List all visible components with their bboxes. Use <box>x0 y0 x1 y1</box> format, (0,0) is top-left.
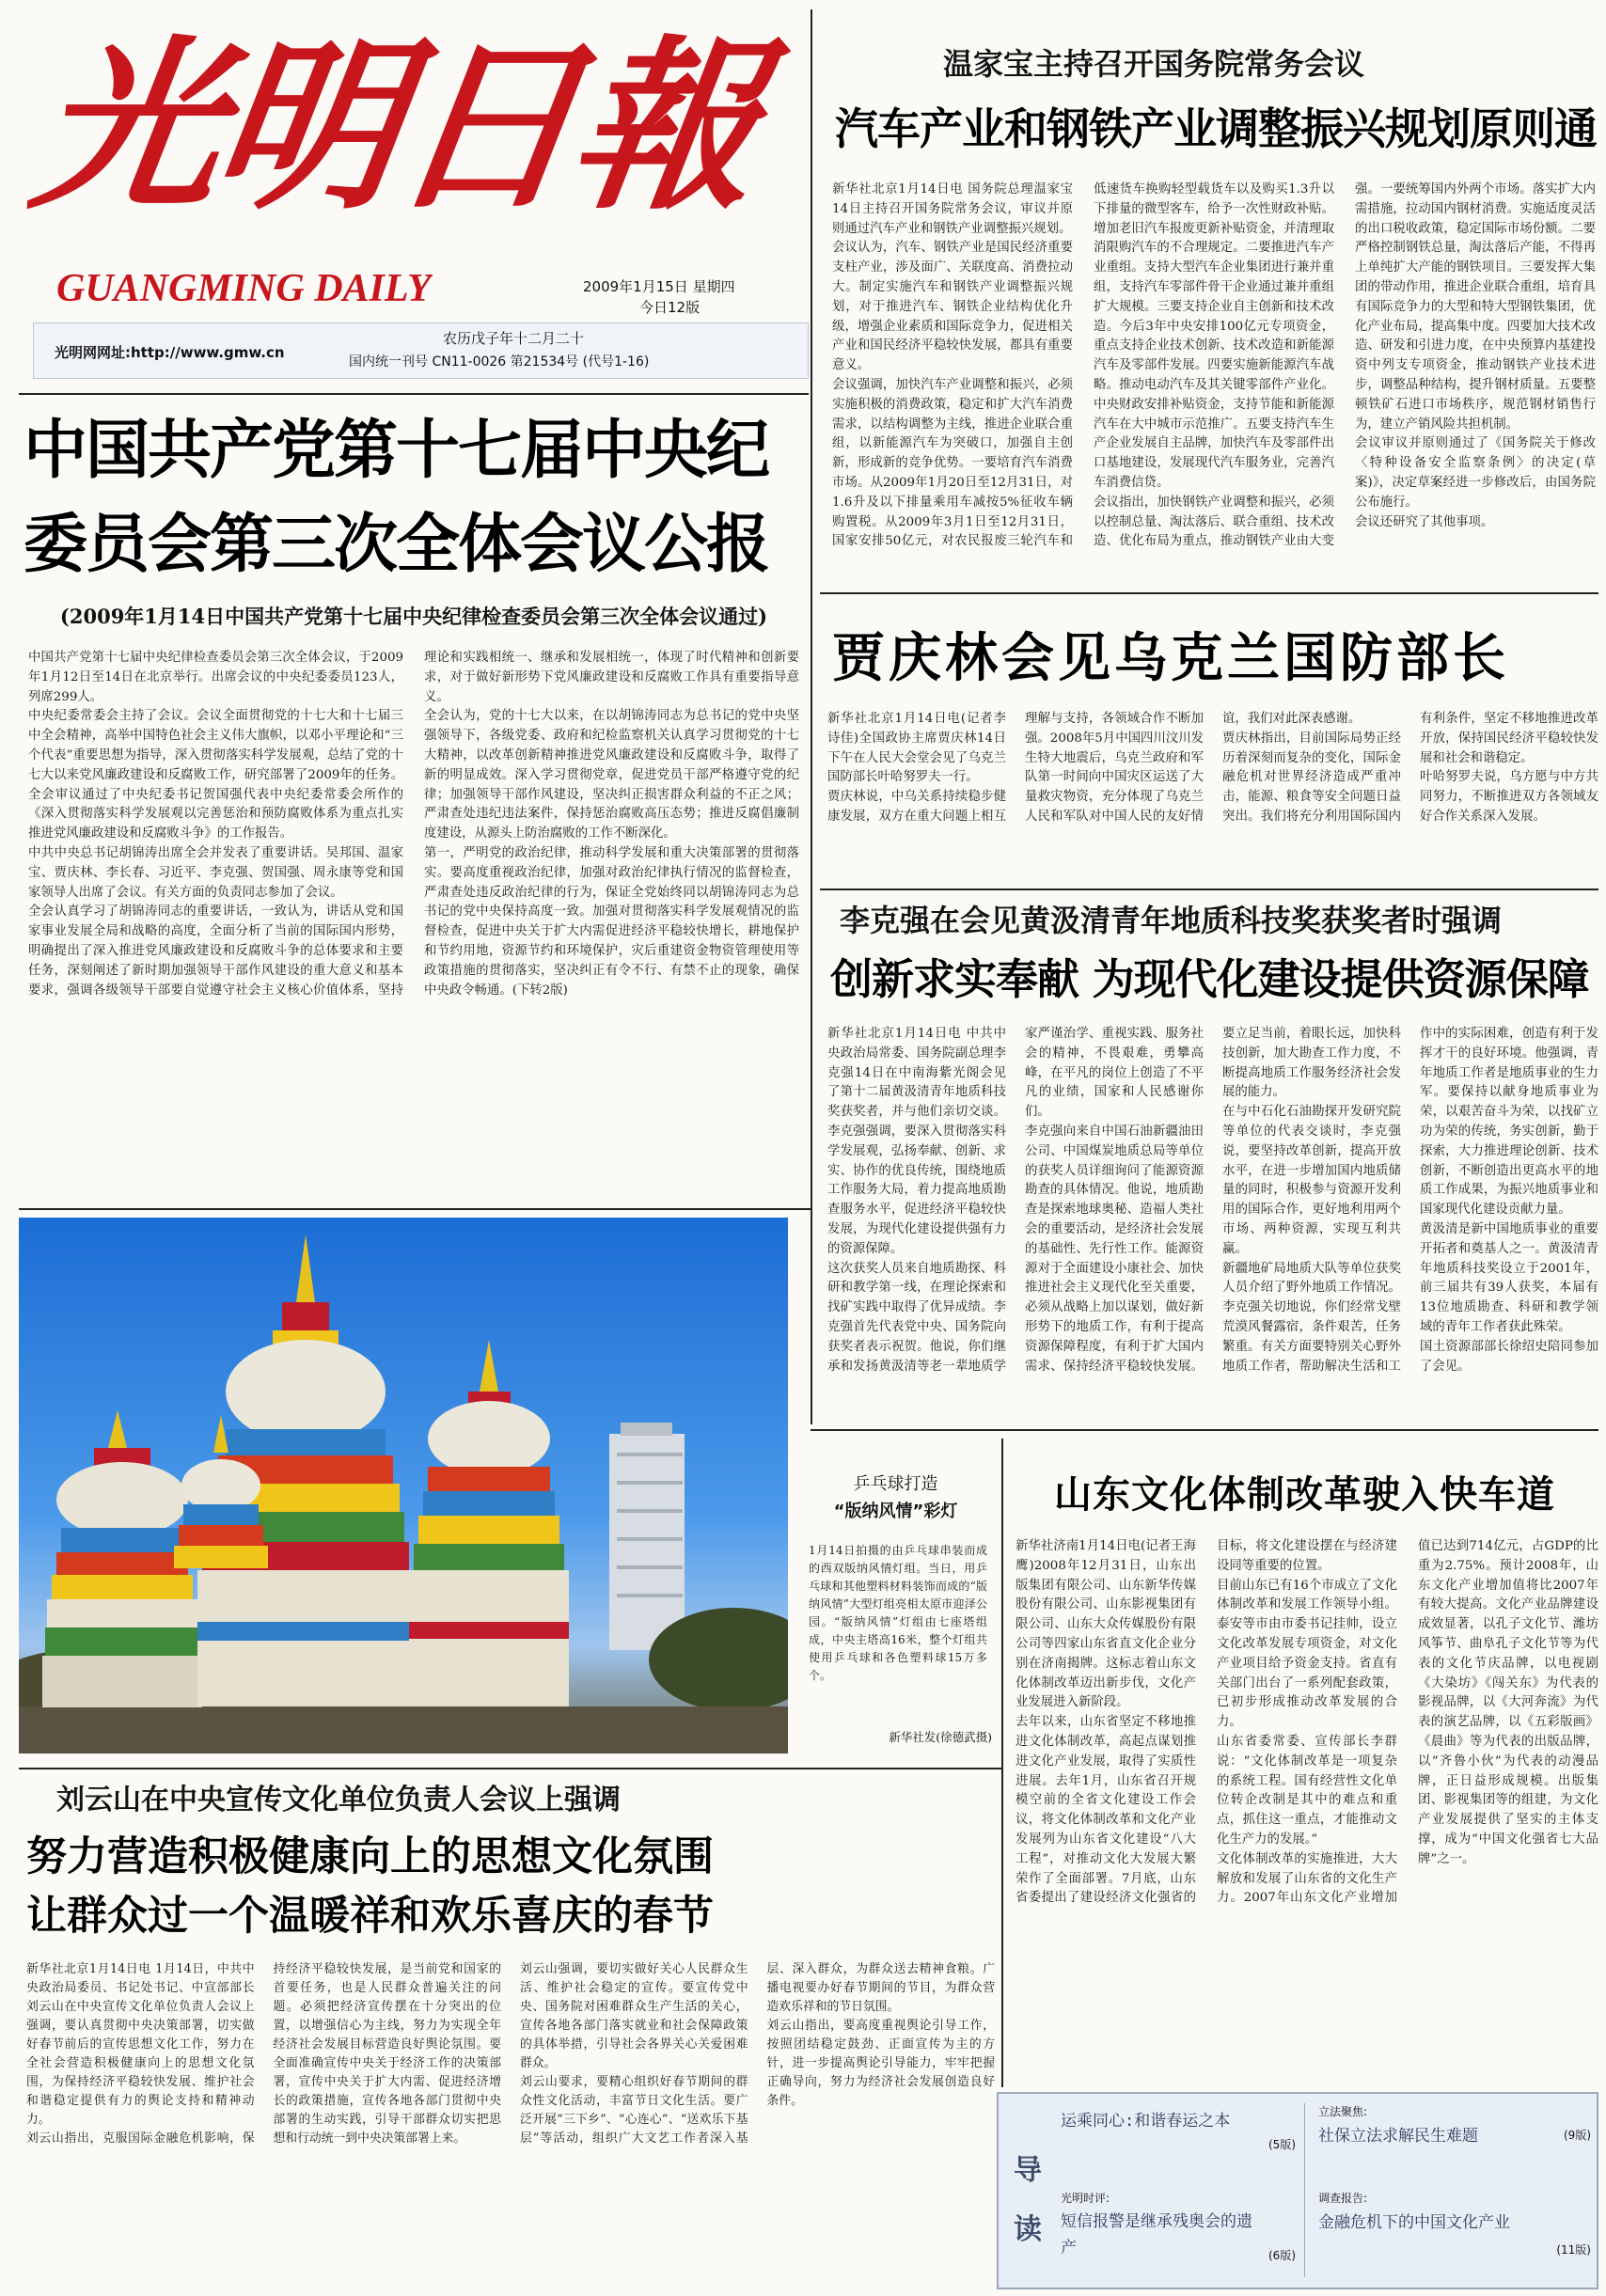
column-rule <box>1001 1439 1003 2087</box>
photo-credit: 新华社发(徐德武摄) <box>889 1730 992 1744</box>
guide-item-tag: 立法聚焦: <box>1318 2105 1368 2118</box>
photo-caption: 1月14日拍摄的由乒乓球串装而成的西双版纳风情灯组。当日，用乒乓球和其他塑料材料装饰而成的“版纳风情”大型灯组亮相太原市迎泽公园。“版纳风情”灯组由七座塔组成，中央主塔高16米，整个灯组共使用乒乓球和各色塑料球15万多个。 <box>809 1544 987 1682</box>
photo-title-line1: 乒乓球打造 <box>853 1474 938 1494</box>
guide-divider <box>1304 2103 1305 2277</box>
communique-body: 中国共产党第十七届中央纪律检查委员会第三次全体会议，于2009年1月12日至14日在北京举行。出席会议的中央纪委委员123人，列席299人。 中央纪委常委会主持了会议。会议全面贯彻党的十七大和十七届三中全会精神，高举中国特色社会主义伟大旗帜，以邓小平理论和“三个代表”重要思想为指导，深入贯彻落实科学发展观，总结了党的十七大以来党风廉政建设和反腐败工作，研究部署了2009年的任务。全会审议通过了中央纪委书记贺国强代表中央纪委常委会所作的《深入贯彻落实科学发展观以完善惩治和预防腐败体系为重点扎实推进党风廉政建设和反腐败斗争》的工作报告。 中共中央总书记胡锦涛出席全会并发表了重要讲话。吴邦国、温家宝、贾庆林、李长春、习近平、李克强、贺国强、周永康等党和国家领导人出席了会议。有关方面的负责同志参加了会议。 全会认真学习了胡锦涛同志的重要讲话，一致认为，讲话从党和国家事业发展全局和战略的高度，全面分析了当前的国际国内形势，明确提出了深入推进党风廉政建设和反腐败斗争的总体要求和主要任务，深刻阐述了新时期加强领导干部作风建设的重大意义和基本要求，强调各级领导干部要自觉遵守社会主义核心价值体系，坚持理论和实践相统一、继承和发展相统一，体现了时代精神和创新要求，对于做好新形势下党风廉政建设和反腐败工作具有重要指导意义。 全会认为，党的十七大以来，在以胡锦涛同志为总书记的党中央坚强领导下，各级党委、政府和纪检监察机关认真学习贯彻党的十七大精神，以改革创新精神推进党风廉政建设和反腐败斗争，取得了新的明显成效。深入学习贯彻党章，促进党员干部严格遵守党的纪律；加强领导干部作风建设，坚决纠正损害群众利益的不正之风；严肃查处违纪违法案件，保持惩治腐败高压态势；推进反腐倡廉制度建设，从源头上防治腐败的工作不断深化。 第一，严明党的政治纪律，推动科学发展和重大决策部署的贯彻落实。要高度重视政治纪律，加强对政治纪律执行情况的监督检查，严肃查处违反政治纪律的行为，保证全党始终同以胡锦涛同志为总书记的党中央保持高度一致。加强对贯彻落实科学发展观情况的监督检查，促进中央关于扩大内需促进经济平稳较快增长，耕地保护和节约用地，资源节约和环境保护，灾后重建资金物资管理使用等政策措施的贯彻落实，坚决纠正有令不行、有禁不止的现象，确保中央政令畅通。(下转2版) <box>28 651 799 998</box>
guide-item-2[interactable] <box>1061 2188 1296 2282</box>
guide-box <box>997 2092 1598 2289</box>
guide-item-title: 社保立法求解民生难题 <box>1318 2127 1478 2146</box>
lunar-date: 农历戊子年十二月二十 <box>443 330 585 347</box>
guide-label-bottom: 读 <box>1014 2213 1042 2246</box>
rule <box>820 592 1598 594</box>
liu-headline-line1: 努力营造积极健康向上的思想文化氛围 <box>26 1833 714 1880</box>
guide-item-tag: 光明时评: <box>1061 2192 1110 2205</box>
communique-headline-line1: 中国共产党第十七届中央纪 <box>24 414 769 488</box>
state-council-headline: 汽车产业和钢铁产业调整振兴规划原则通 <box>835 103 1597 154</box>
guide-item-title: 短信报警是继承残奥会的遗产 <box>1061 2212 1252 2257</box>
lantern-photo <box>19 1218 788 1753</box>
guide-item-page: (6版) <box>1268 2249 1296 2262</box>
issue-date: 2009年1月15日 星期四 <box>583 278 735 295</box>
guide-item-title: 金融危机下的中国文化产业 <box>1318 2213 1510 2232</box>
masthead-info-bar <box>33 322 809 379</box>
guide-item-page: (9版) <box>1564 2129 1591 2142</box>
communique-subhead: (2009年1月14日中国共产党第十七届中央纪律检查委员会第三次全体会议通过) <box>59 605 768 628</box>
rule <box>820 889 1598 890</box>
guide-item-page: (11版) <box>1556 2243 1591 2257</box>
lantern-photo-art <box>19 1218 788 1753</box>
guide-label-top: 导 <box>1014 2154 1042 2187</box>
guide-item-title: 运乘同心:和谐春运之本 <box>1061 2112 1231 2131</box>
liu-body: 新华社北京1月14日电 1月14日，中共中央政治局委员、书记处书记、中宣部部长刘云山在中央宣传文化单位负责人会议上强调，要认真贯彻中央决策部署，切实做好春节前后的宣传思想文化工作，努力在全社会营造积极健康向上的思想文化氛围，为保持经济平稳较快发展、维护社会和谐稳定提供有力的舆论支持和精神动力。 刘云山指出，克服国际金融危机影响，保持经济平稳较快发展，是当前党和国家的首要任务，也是人民群众普遍关注的问题。必须把经济宣传摆在十分突出的位置，以增强信心为主线，努力为实现全年经济社会发展目标营造良好舆论氛围。要全面准确宣传中央关于经济工作的决策部署，宣传中央关于扩大内需、促进经济增长的政策措施，宣传各地各部门贯彻中央部署的生动实践，引导干部群众切实把思想和行动统一到中央决策部署上来。 刘云山强调，要切实做好关心人民群众生活、维护社会稳定的宣传。要宣传党中央、国务院对困难群众生产生活的关心，宣传各地各部门落实就业和社会保障政策的具体举措，引导社会各界关心关爱困难群众。 刘云山要求，要精心组织好春节期间的群众性文化活动，丰富节日文化生活。要广泛开展“三下乡”、“心连心”、“送欢乐下基层”等活动，组织广大文艺工作者深入基层、深入群众，为群众送去精神食粮。广播电视要办好春节期间的节目，为群众营造欢乐祥和的节日氛围。 刘云山指出，要高度重视舆论引导工作，按照团结稳定鼓劲、正面宣传为主的方针，进一步提高舆论引导能力，牢牢把握正确导向，努力为经济社会发展创造良好条件。 <box>26 1962 995 2146</box>
guide-item-tag: 调查报告: <box>1318 2192 1368 2205</box>
communique-headline-line2: 委员会第三次全体会议公报 <box>24 508 769 582</box>
shandong-headline: 山东文化体制改革驶入快车道 <box>1054 1472 1555 1517</box>
issue-number: 国内统一刊号 CN11-0026 第21534号 (代号1-16) <box>349 354 650 370</box>
state-council-body: 新华社北京1月14日电 国务院总理温家宝14日主持召开国务院常务会议，审议并原则通过汽车产业和钢铁产业调整振兴规划。 会议认为，汽车、钢铁产业是国民经济重要支柱产业，涉及面广、关联度高、消费拉动大。制定实施汽车和钢铁产业调整振兴规划，对于推进汽车、钢铁企业结构优化升级，增强企业素质和国际竞争力，促进相关产业和国民经济平稳较快发展，都具有重要意义。 会议强调，加快汽车产业调整和振兴，必须实施积极的消费政策，稳定和扩大汽车消费需求，以结构调整为主线，推进企业联合重组，以新能源汽车为突破口，加强自主创新，形成新的竞争优势。一要培育汽车消费市场。从2009年1月20日至12月31日，对1.6升及以下排量乘用车减按5%征收车辆购置税。从2009年3月1日至12月31日，国家安排50亿元，对农民报废三轮汽车和低速货车换购轻型载货车以及购买1.3升以下排量的微型客车，给予一次性财政补贴。增加老旧汽车报废更新补贴资金，并清理取消限购汽车的不合理规定。二要推进汽车产业重组。支持大型汽车企业集团进行兼并重组，支持汽车零部件骨干企业通过兼并重组扩大规模。三要支持企业自主创新和技术改造。今后3年中央安排100亿元专项资金，重点支持企业技术创新、技术改造和新能源汽车及零部件发展。四要实施新能源汽车战略。推动电动汽车及其关键零部件产业化。中央财政安排补贴资金，支持节能和新能源汽车在大中城市示范推广。五要支持汽车生产企业发展自主品牌，加快汽车及零部件出口基地建设，发展现代汽车服务业，完善汽车消费信贷。 会议指出，加快钢铁产业调整和振兴，必须以控制总量、淘汰落后、联合重组、技术改造、优化布局为重点，推动钢铁产业由大变强。一要统筹国内外两个市场。落实扩大内需措施，拉动国内钢材消费。实施适度灵活的出口税收政策，稳定国际市场份额。二要严格控制钢铁总量，淘汰落后产能，不得再上单纯扩大产能的钢铁项目。三要发挥大集团的带动作用，推进企业联合重组，培育具有国际竞争力的大型和特大型钢铁集团，优化产业布局，提高集中度。四要加大技术改造、研发和引进力度，在中央预算内基建投资中列支专项资金，推动钢铁产业技术进步，调整品种结构，提升钢材质量。五要整顿铁矿石进口市场秩序，规范钢材销售行为，建立产销风险共担机制。 会议审议并原则通过了《国务院关于修改〈特种设备安全监察条例〉的决定(草案)》，决定草案经进一步修改后，由国务院公布施行。 会议还研究了其他事项。 <box>832 182 1596 549</box>
website-link[interactable]: 光明网网址:http://www.gmw.cn <box>55 344 285 361</box>
masthead <box>19 9 809 371</box>
photo-title-line2: “版纳风情”彩灯 <box>833 1502 958 1521</box>
jia-headline: 贾庆林会见乌克兰国防部长 <box>832 627 1509 689</box>
guide-item-4[interactable] <box>1318 2188 1591 2282</box>
li-kicker: 李克强在会见黄汲清青年地质科技奖获奖者时强调 <box>840 903 1503 938</box>
rule <box>19 1768 1001 1769</box>
guide-item-1[interactable] <box>1061 2107 1296 2173</box>
guide-item-page: (5版) <box>1268 2138 1296 2151</box>
masthead-english: GUANGMING DAILY <box>56 267 432 310</box>
rule <box>811 1429 1598 1431</box>
liu-headline-line2: 让群众过一个温暖祥和欢乐喜庆的春节 <box>26 1893 714 1940</box>
guide-item-3[interactable] <box>1318 2101 1591 2177</box>
rule <box>19 393 809 395</box>
jia-body: 新华社北京1月14日电(记者李诗佳)全国政协主席贾庆林14日下午在人民大会堂会见了乌克兰国防部长叶哈努罗夫一行。 贾庆林说，中乌关系持续稳步健康发展，双方在重大问题上相互理解与支持，各领域合作不断加强。2008年5月中国四川汶川发生特大地震后，乌克兰政府和军队第一时间向中国灾区运送了大量救灾物资，充分体现了乌克兰人民和军队对中国人民的友好情谊，我们对此深表感谢。 贾庆林指出，目前国际局势正经历着深刻而复杂的变化，国际金融危机对世界经济造成严重冲击，能源、粮食等安全问题日益突出。我们将充分利用国际国内有利条件，坚定不移地推进改革开放，保持国民经济平稳较快发展和社会和谐稳定。 叶哈努罗夫说，乌方愿与中方共同努力，不断推进双方各领域友好合作关系深入发展。 <box>827 712 1598 824</box>
page-count: 今日12版 <box>639 299 701 316</box>
shandong-body: 新华社济南1月14日电(记者王海鹰)2008年12月31日，山东出版集团有限公司、山东新华传媒股份有限公司、山东影视集团有限公司、山东大众传媒股份有限公司等四家山东省直文化企业分别在济南揭牌。这标志着山东文化体制改革迈出新步伐，文化产业发展进入新阶段。 去年以来，山东省坚定不移地推进文化体制改革，高起点谋划推进文化产业发展，取得了实质性进展。去年1月，山东省召开规模空前的全省文化建设工作会议，将文化体制改革和文化产业发展列为山东省文化建设“八大工程”，对推动文化大发展大繁荣作了全面部署。7月底，山东省委提出了建设经济文化强省的目标，将文化建设摆在与经济建设同等重要的位置。 目前山东已有16个市成立了文化体制改革和发展工作领导小组。泰安等市由市委书记挂帅，设立文化改革发展专项资金，对文化产业项目给予资金支持。省直有关部门出台了一系列配套政策，已初步形成推动改革发展的合力。 山东省委常委、宣传部长李群说：“文化体制改革是一项复杂的系统工程。国有经营性文化单位转企改制是其中的难点和重点，抓住这一重点，才能推动文化生产力的发展。” 文化体制改革的实施推进，大大解放和发展了山东省的文化生产力。2007年山东文化产业增加值已达到714亿元，占GDP的比重为2.75%。预计2008年，山东文化产业增加值将比2007年有较大提高。文化产业品牌建设成效显著，以孔子文化节、潍坊风筝节、曲阜孔子文化节等为代表的文化节庆品牌，以电视剧《大染坊》《闯关东》为代表的影视品牌，以《大河奔流》为代表的演艺品牌，以《五彩版画》《晨曲》等为代表的出版品牌，以“齐鲁小伙”为代表的动漫品牌，正日益形成规模。出版集团、影视集团等的组建，为文化产业发展提供了坚实的主体支撑，成为“中国文化强省七大品牌”之一。 <box>1016 1539 1598 1906</box>
column-rule <box>811 9 812 1424</box>
rule <box>19 1208 811 1210</box>
li-body: 新华社北京1月14日电 中共中央政治局常委、国务院副总理李克强14日在中南海紫光阁会见了第十二届黄汲清青年地质科技奖获奖者，并与他们亲切交谈。李克强强调，要深入贯彻落实科学发展观，弘扬奉献、创新、求实、协作的优良传统，围绕地质工作服务大局，着力提高地质勘查服务水平，促进经济平稳较快发展，为现代化建设提供强有力的资源保障。 这次获奖人员来自地质勘探、科研和教学第一线，在理论探索和找矿实践中取得了优异成绩。李克强首先代表党中央、国务院向获奖者表示祝贺。他说，你们继承和发扬黄汲清等老一辈地质学家严谨治学、重视实践、服务社会的精神，不畏艰难，勇攀高峰，在平凡的岗位上创造了不平凡的业绩，国家和人民感谢你们。 李克强向来自中国石油新疆油田公司、中国煤炭地质总局等单位的获奖人员详细询问了能源资源勘查的具体情况。他说，地质勘查是探索地球奥秘、造福人类社会的重要活动，是经济社会发展的基础性、先行性工作。能源资源对于全面建设小康社会、加快推进社会主义现代化至关重要，必须从战略上加以谋划，做好新形势下的地质工作，有利于提高资源保障程度，有利于扩大国内需求、保持经济平稳较快发展。要立足当前，着眼长远，加快科技创新，加大勘查工作力度，不断提高地质工作服务经济社会发展的能力。 在与中石化石油勘探开发研究院等单位的代表交谈时，李克强说，要坚持改革创新，提高开放水平，在进一步增加国内地质储量的同时，积极参与资源开发利用的国际合作，更好地利用两个市场、两种资源，实现互利共赢。 新疆地矿局地质大队等单位获奖人员介绍了野外地质工作情况。李克强关切地说，你们经常戈壁荒漠风餐露宿，条件艰苦，任务繁重。有关方面要特别关心野外地质工作者，帮助解决生活和工作中的实际困难，创造有利于发挥才干的良好环境。他强调，青年地质工作者是地质事业的生力军。要保持以献身地质事业为荣，以艰苦奋斗为荣，以找矿立功为荣的传统，务实创新，勤于探索，大力推进理论创新、技术创新，不断创造出更高水平的地质工作成果，为振兴地质事业和国家现代化建设贡献力量。 黄汲清是新中国地质事业的重要开拓者和奠基人之一。黄汲清青年地质科技奖设立于2001年，前三届共有39人获奖，本届有13位地质勘查、科研和教学领域的青年工作者获此殊荣。 国土资源部部长徐绍史陪同参加了会见。 <box>827 1027 1598 1374</box>
li-headline: 创新求实奉献 为现代化建设提供资源保障 <box>830 954 1589 1004</box>
state-council-kicker: 温家宝主持召开国务院常务会议 <box>943 46 1365 82</box>
liu-kicker: 刘云山在中央宣传文化单位负责人会议上强调 <box>56 1784 621 1816</box>
masthead-logo: 光明日報 <box>22 19 768 235</box>
